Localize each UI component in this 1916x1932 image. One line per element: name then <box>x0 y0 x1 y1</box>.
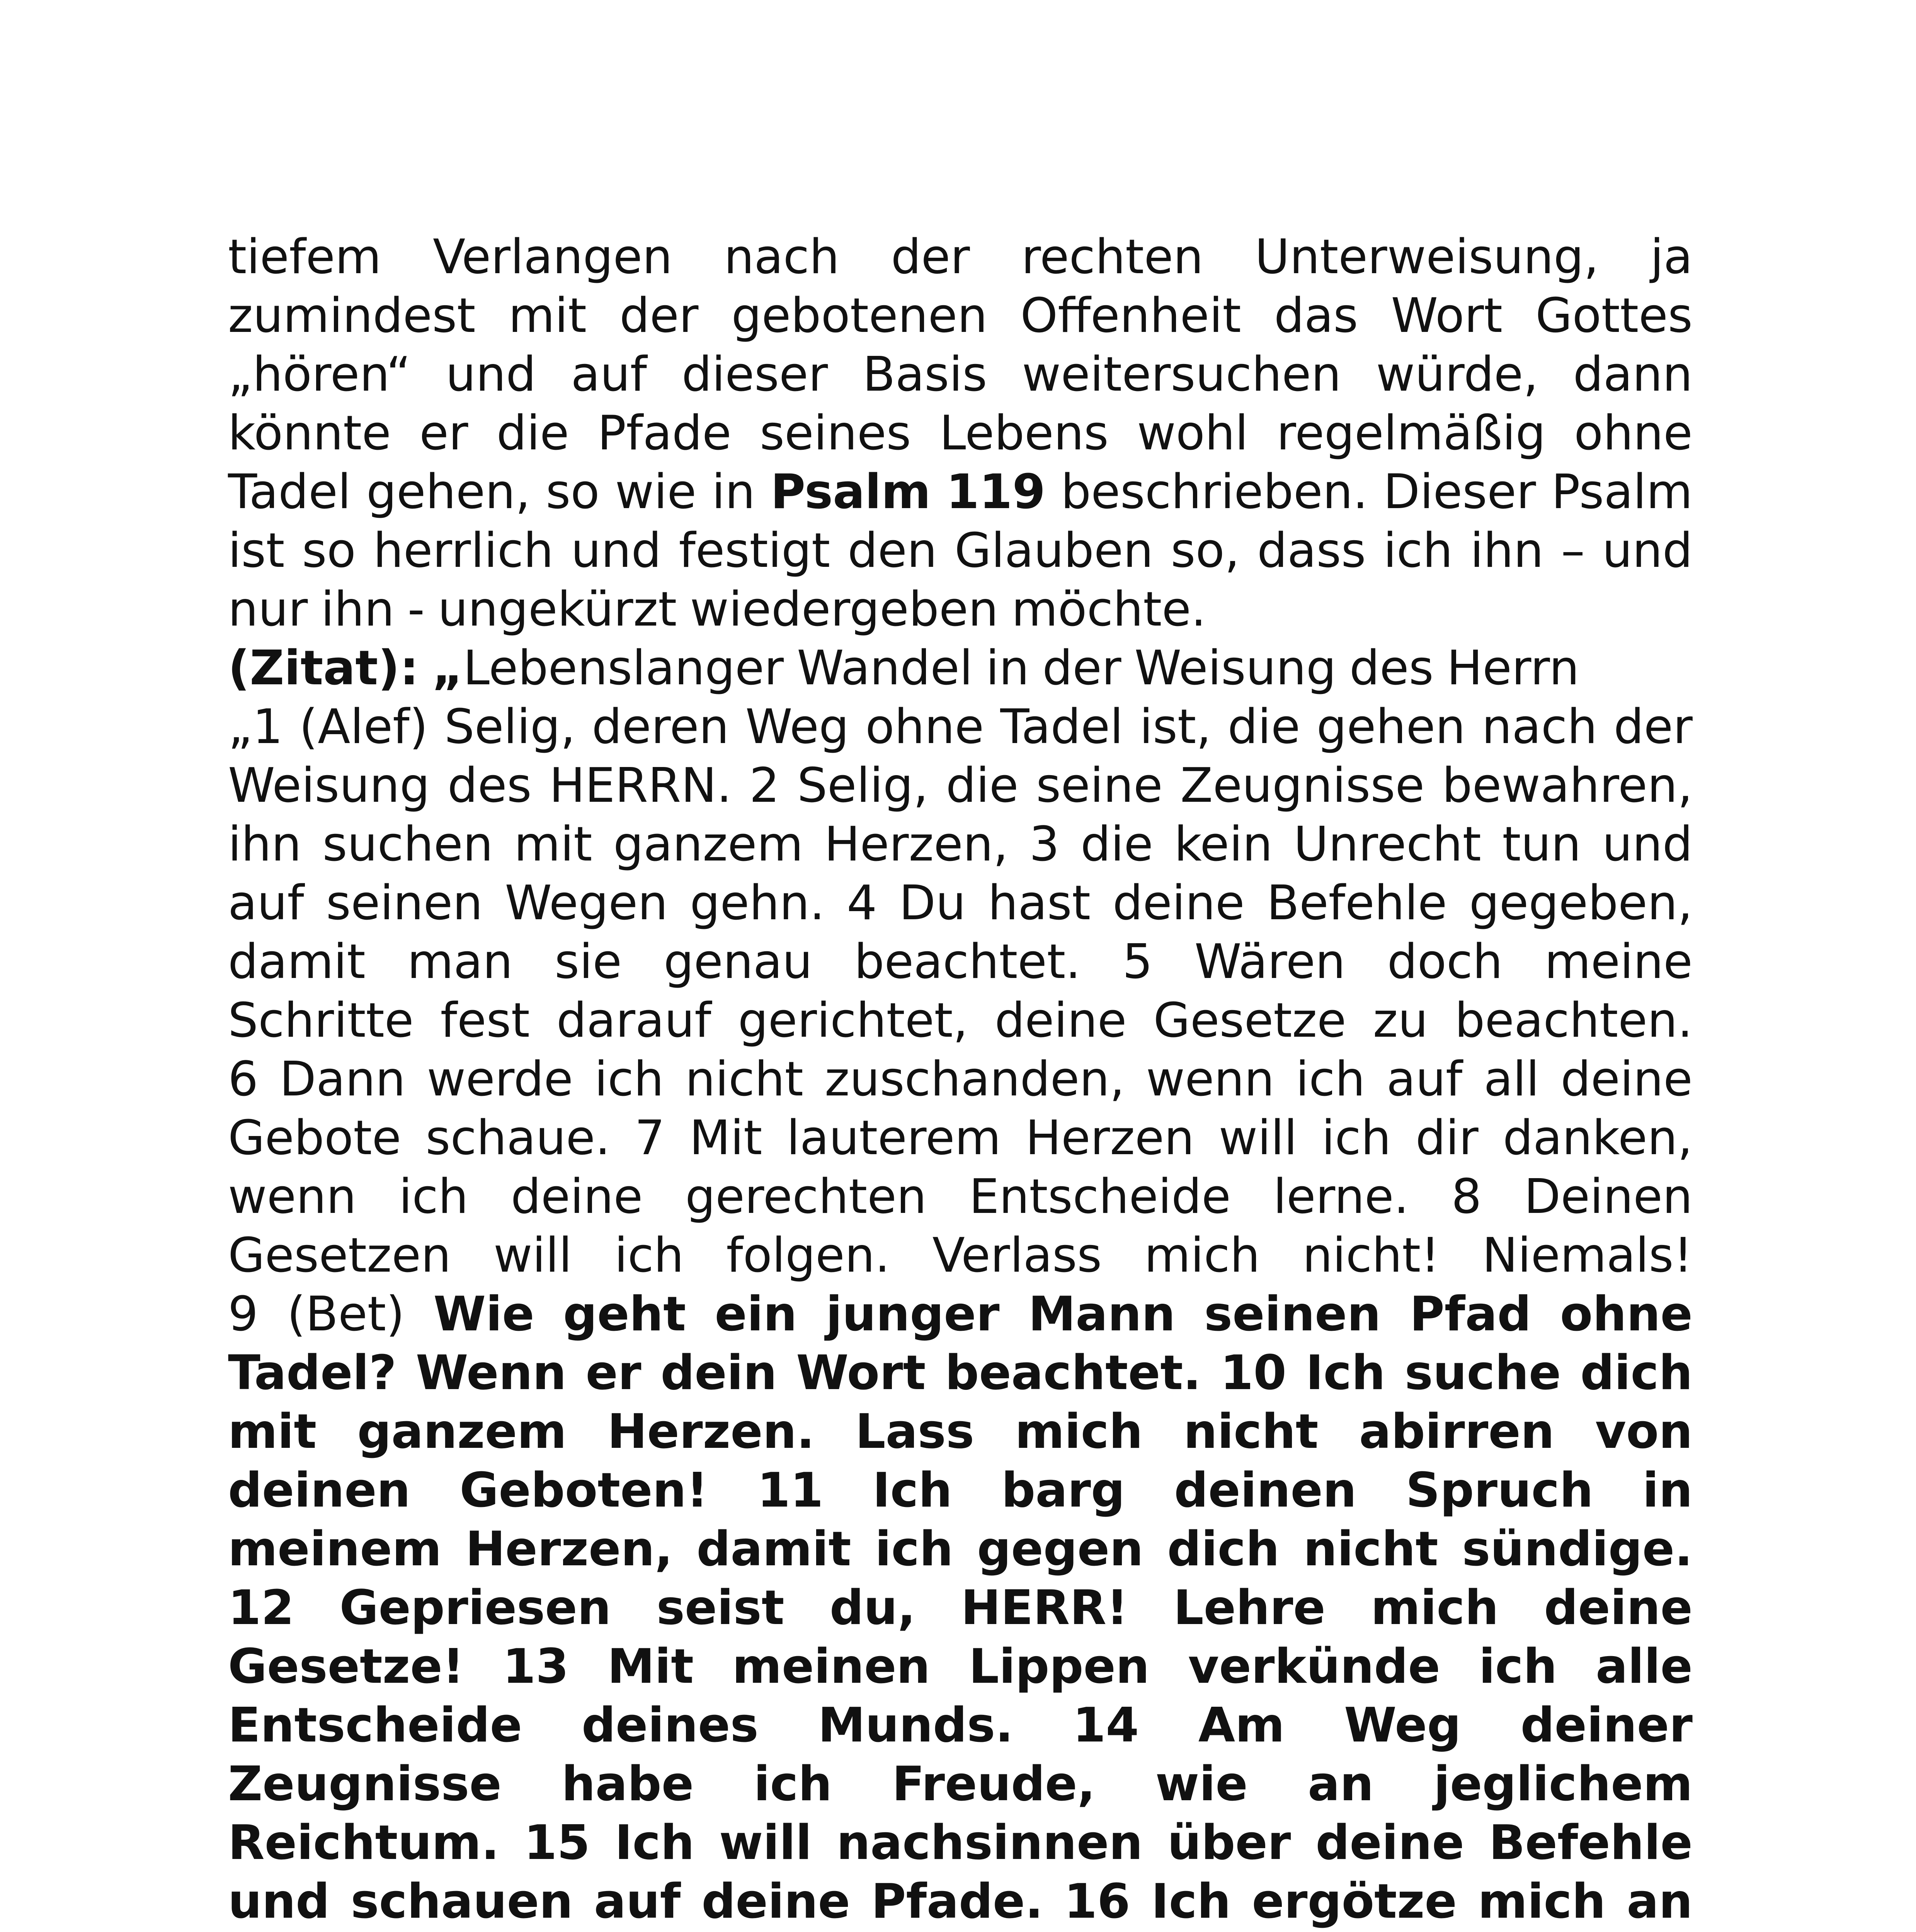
word: Wort <box>1391 288 1503 344</box>
word: Gesetze! <box>228 1639 464 1694</box>
word: lerne. <box>1273 1169 1409 1225</box>
text-line <box>228 933 1693 992</box>
word: – <box>1561 523 1585 578</box>
word: Deinen <box>1524 1169 1693 1225</box>
word: wie <box>1155 1757 1248 1812</box>
word: gegen <box>977 1522 1143 1577</box>
word: Verlass <box>932 1228 1102 1283</box>
word: 2 <box>749 758 780 813</box>
word: Mit <box>689 1111 762 1166</box>
word: ich <box>875 1522 953 1577</box>
word: die <box>496 406 569 461</box>
word: gehen, <box>366 464 531 520</box>
word: auf <box>594 1874 681 1929</box>
word: Lebens <box>939 406 1109 461</box>
word: beachtet. <box>945 1345 1201 1401</box>
word: deine <box>510 1169 643 1225</box>
word: Mann <box>1028 1287 1176 1342</box>
word: 10 <box>1220 1345 1286 1401</box>
word: damit <box>228 934 366 990</box>
word: Tadel? <box>228 1345 397 1401</box>
word: dass <box>1257 523 1366 578</box>
word: mich <box>1015 1404 1143 1459</box>
word: den <box>847 523 937 578</box>
word: Dieser <box>1383 464 1536 520</box>
word: Befehle <box>1489 1815 1693 1871</box>
word: seines <box>759 406 911 461</box>
word: 5 <box>1122 934 1153 990</box>
word: ergötze <box>1252 1874 1457 1929</box>
word: meinem <box>228 1522 442 1577</box>
word: der <box>1613 699 1693 755</box>
word: ich <box>1479 1639 1557 1694</box>
word: Gottes <box>1535 288 1693 344</box>
word: ich <box>1383 523 1453 578</box>
word: will <box>1218 1111 1297 1166</box>
word: Ich <box>1151 1874 1231 1929</box>
word: dir <box>1415 1111 1479 1166</box>
word: ist, <box>1139 699 1212 755</box>
word: Herzen <box>1025 1111 1195 1166</box>
word: deinen <box>1174 1463 1357 1518</box>
word: damit <box>696 1522 851 1577</box>
word: in <box>711 464 756 520</box>
word: könnte <box>228 406 391 461</box>
word: dein <box>660 1345 777 1401</box>
word: meinen <box>732 1639 931 1694</box>
word: dich <box>1167 1522 1280 1577</box>
word: (Zitat): <box>228 641 419 696</box>
word: Lebenslanger <box>463 641 784 696</box>
word: Du <box>899 876 966 931</box>
word: seinen <box>326 876 483 931</box>
text-line <box>228 1872 1693 1931</box>
text-line <box>228 1285 1693 1344</box>
word: genau <box>664 934 813 990</box>
word: 15 <box>524 1815 590 1871</box>
word: 14 <box>1072 1698 1139 1753</box>
word: in <box>1642 1463 1693 1518</box>
word: hast <box>988 876 1091 931</box>
body-text <box>228 228 1693 1932</box>
word: 11 <box>757 1463 824 1518</box>
word: Selig, <box>444 699 576 755</box>
word: Ich <box>872 1463 953 1518</box>
text-line <box>228 404 1693 463</box>
word: Basis <box>863 347 987 402</box>
word: Gebote <box>228 1111 402 1166</box>
word: möchte. <box>1011 582 1206 637</box>
word: gegeben, <box>1469 876 1693 931</box>
word: des <box>447 758 532 813</box>
text-line <box>228 874 1693 933</box>
word: 9 <box>228 1287 259 1342</box>
word: kein <box>1174 817 1273 872</box>
word: Lehre <box>1173 1580 1326 1636</box>
text-line <box>228 1638 1693 1696</box>
word: wenn <box>228 1169 357 1225</box>
word: ich <box>1295 1052 1365 1107</box>
word: lauterem <box>786 1111 1001 1166</box>
word: Am <box>1198 1698 1285 1753</box>
word: 8 <box>1451 1169 1482 1225</box>
word: des <box>1349 641 1434 696</box>
word: Entscheide <box>228 1698 522 1753</box>
word: von <box>1595 1404 1693 1459</box>
word: würde, <box>1376 347 1538 402</box>
word: ohne <box>865 699 984 755</box>
word: ohne <box>1574 406 1693 461</box>
word: der <box>619 288 699 344</box>
word: Herrn <box>1446 641 1579 696</box>
word: HERR! <box>961 1580 1128 1636</box>
word: Unrecht <box>1293 817 1481 872</box>
word: ich <box>614 1228 684 1283</box>
word: herrlich <box>373 523 554 578</box>
text-line <box>228 1050 1693 1109</box>
word: sie <box>555 934 622 990</box>
word: zuschanden, <box>825 1052 1125 1107</box>
word: Pfade <box>597 406 732 461</box>
word: Tadel <box>1000 699 1123 755</box>
word: Weisung <box>1134 641 1336 696</box>
word: wenn <box>1146 1052 1274 1107</box>
word: deine <box>1113 876 1245 931</box>
text-line <box>228 522 1693 580</box>
word: Lippen <box>968 1639 1150 1694</box>
text-line <box>228 1226 1693 1285</box>
word: die <box>946 758 1019 813</box>
word: geht <box>563 1287 686 1342</box>
word: Weg <box>745 699 849 755</box>
word: 7 <box>635 1111 665 1166</box>
word: 3 <box>1029 817 1060 872</box>
word: wiedergeben <box>690 582 999 637</box>
word: - <box>407 582 425 637</box>
word: er <box>419 406 468 461</box>
word: meine <box>1544 934 1693 990</box>
text-line <box>228 1168 1693 1226</box>
word: beschrieben. <box>1061 464 1368 520</box>
word: so <box>302 523 356 578</box>
word: du, <box>829 1580 916 1636</box>
word: nicht <box>1183 1404 1319 1459</box>
word: nach <box>1482 699 1598 755</box>
word: Psalm <box>770 464 931 520</box>
word: Dann <box>279 1052 406 1107</box>
word: mich <box>1371 1580 1499 1636</box>
word: ich <box>594 1052 664 1107</box>
word: „1 <box>228 699 283 755</box>
word: mit <box>514 817 592 872</box>
word: tun <box>1502 817 1581 872</box>
word: will <box>719 1815 812 1871</box>
word: ohne <box>1560 1287 1693 1342</box>
word: nicht! <box>1302 1228 1440 1283</box>
word: ganzem <box>357 1404 567 1459</box>
word: und <box>1602 523 1693 578</box>
word: Gesetze <box>1153 993 1346 1048</box>
word: doch <box>1387 934 1503 990</box>
text-line <box>228 1403 1693 1461</box>
word: deinen <box>228 1463 411 1518</box>
word: deines <box>581 1698 759 1753</box>
word: schauen <box>351 1874 573 1929</box>
word: nach <box>724 230 840 285</box>
word: festigt <box>679 523 830 578</box>
text-line <box>228 345 1693 404</box>
word: suche <box>1404 1345 1561 1401</box>
word: ein <box>715 1287 797 1342</box>
word: dich <box>1580 1345 1693 1401</box>
word: dieser <box>682 347 828 402</box>
text-line <box>228 1579 1693 1638</box>
word: jeglichem <box>1433 1757 1693 1812</box>
word: Offenheit <box>1020 288 1241 344</box>
word: die <box>1081 817 1153 872</box>
word: über <box>1167 1815 1291 1871</box>
word: Ich <box>614 1815 694 1871</box>
word: will <box>493 1228 572 1283</box>
word: Lass <box>855 1404 975 1459</box>
word: Pfad <box>1409 1287 1531 1342</box>
word: all <box>1484 1052 1540 1107</box>
word: sündige. <box>1462 1522 1693 1577</box>
word: junger <box>826 1287 1000 1342</box>
word: gerichtet, <box>738 993 968 1048</box>
word: (Bet) <box>287 1287 405 1342</box>
word: weitersuchen <box>1022 347 1341 402</box>
word: Mit <box>607 1639 694 1694</box>
text-line <box>228 580 1693 639</box>
word: suchen <box>322 817 493 872</box>
word: Wegen <box>505 876 668 931</box>
word: abirren <box>1359 1404 1555 1459</box>
word: seist <box>656 1580 784 1636</box>
word: Wandel <box>797 641 973 696</box>
word: regelmäßig <box>1276 406 1546 461</box>
word: an <box>1308 1757 1374 1812</box>
word: Weg <box>1344 1698 1461 1753</box>
word: auf <box>571 347 647 402</box>
text-line <box>228 815 1693 874</box>
word: auf <box>228 876 304 931</box>
word: Selig, <box>797 758 929 813</box>
word: fest <box>440 993 530 1048</box>
word: rechten <box>1021 230 1203 285</box>
word: Gesetzen <box>228 1228 451 1283</box>
word: so <box>546 464 600 520</box>
word: Freude, <box>892 1757 1096 1812</box>
word: bewahren, <box>1442 758 1693 813</box>
text-line <box>228 1461 1693 1520</box>
text-line <box>228 992 1693 1050</box>
word: 4 <box>847 876 877 931</box>
word: Pfade. <box>871 1874 1043 1929</box>
word: Reichtum. <box>228 1815 500 1871</box>
word: dann <box>1573 347 1693 402</box>
word: werde <box>427 1052 573 1107</box>
word: folgen. <box>726 1228 890 1283</box>
word: zumindest <box>228 288 476 344</box>
text-line <box>228 228 1693 287</box>
word: „hören“ <box>228 347 411 402</box>
word: man <box>407 934 513 990</box>
word: Wort <box>796 1345 926 1401</box>
word: wie <box>615 464 697 520</box>
word: ihn <box>321 582 395 637</box>
word: mich <box>1144 1228 1260 1283</box>
word: ungekürzt <box>437 582 677 637</box>
word: deine <box>994 993 1127 1048</box>
text-line <box>228 1755 1693 1814</box>
word: der <box>1042 641 1121 696</box>
word: Zeugnisse <box>1180 758 1425 813</box>
word: nicht <box>685 1052 803 1107</box>
word: Wenn <box>415 1345 567 1401</box>
word: (Alef) <box>299 699 428 755</box>
word: das <box>1274 288 1358 344</box>
word: ganzem <box>613 817 803 872</box>
word: 13 <box>502 1639 569 1694</box>
word: nur <box>228 582 308 637</box>
text-line <box>228 698 1693 757</box>
word: und <box>571 523 662 578</box>
word: mit <box>228 1404 317 1459</box>
text-line <box>228 1109 1693 1168</box>
word: gehn. <box>690 876 825 931</box>
word: Wie <box>433 1287 534 1342</box>
text-line <box>228 1344 1693 1403</box>
word: deine <box>1315 1815 1464 1871</box>
word: deine <box>1560 1052 1693 1107</box>
word: an <box>1627 1874 1693 1929</box>
word: Gepriesen <box>339 1580 611 1636</box>
word: HERRN. <box>549 758 732 813</box>
word: verkünde <box>1188 1639 1440 1694</box>
text-line <box>228 1520 1693 1579</box>
word: ist <box>228 523 285 578</box>
word: tiefem <box>228 230 381 285</box>
word: deren <box>592 699 729 755</box>
word: Munds. <box>818 1698 1014 1753</box>
word: 6 <box>228 1052 259 1107</box>
word: Herzen. <box>607 1404 815 1459</box>
word: deine <box>1544 1580 1693 1636</box>
word: Geboten! <box>459 1463 708 1518</box>
word: ich <box>1321 1111 1391 1166</box>
word: Verlangen <box>433 230 673 285</box>
word: Schritte <box>228 993 414 1048</box>
word: auf <box>1386 1052 1463 1107</box>
word: er <box>585 1345 642 1401</box>
word: danken, <box>1503 1111 1693 1166</box>
word: Unterweisung, <box>1255 230 1599 285</box>
word: deiner <box>1520 1698 1693 1753</box>
word: Niemals! <box>1482 1228 1693 1283</box>
text-line <box>228 1696 1693 1755</box>
word: mich <box>1478 1874 1606 1929</box>
word: Psalm <box>1551 464 1693 520</box>
text-line <box>228 1814 1693 1872</box>
text-line <box>228 287 1693 345</box>
word: ihn <box>1470 523 1544 578</box>
word: barg <box>1001 1463 1125 1518</box>
word: Entscheide <box>969 1169 1231 1225</box>
word: deine <box>701 1874 851 1929</box>
word: nicht <box>1303 1522 1438 1577</box>
word: 12 <box>228 1580 294 1636</box>
word: 16 <box>1064 1874 1130 1929</box>
word: 119 <box>946 464 1046 520</box>
word: schaue. <box>425 1111 611 1166</box>
word: Weisung <box>228 758 430 813</box>
text-line <box>228 639 1693 698</box>
text-line <box>228 757 1693 815</box>
word: Wären <box>1194 934 1346 990</box>
word: beachtet. <box>854 934 1081 990</box>
word: Herzen, <box>465 1522 673 1577</box>
word: Befehle <box>1266 876 1447 931</box>
word: ich <box>754 1757 832 1812</box>
word: ihn <box>228 817 302 872</box>
word: wohl <box>1137 406 1249 461</box>
word: der <box>891 230 970 285</box>
word: alle <box>1596 1639 1693 1694</box>
word: ja <box>1650 230 1693 285</box>
word: nachsinnen <box>836 1815 1143 1871</box>
text-line <box>228 463 1693 522</box>
word: Spruch <box>1406 1463 1594 1518</box>
word: Ich <box>1305 1345 1385 1401</box>
word: Zeugnisse <box>228 1757 502 1812</box>
word: beachten. <box>1455 993 1693 1048</box>
word: gerechten <box>685 1169 927 1225</box>
word: gebotenen <box>731 288 988 344</box>
word: und <box>1602 817 1693 872</box>
word: gehen <box>1316 699 1466 755</box>
word: Tadel <box>228 464 351 520</box>
word: Glauben <box>954 523 1154 578</box>
word: ich <box>399 1169 468 1225</box>
word: so, <box>1171 523 1240 578</box>
word: in <box>986 641 1029 696</box>
word: seinen <box>1204 1287 1381 1342</box>
word: zu <box>1373 993 1428 1048</box>
word: mit <box>508 288 587 344</box>
word: Herzen, <box>824 817 1008 872</box>
word: „ <box>432 641 463 696</box>
word: darauf <box>556 993 711 1048</box>
word: habe <box>562 1757 694 1812</box>
word: die <box>1227 699 1300 755</box>
word: und <box>228 1874 330 1929</box>
word: und <box>446 347 536 402</box>
word: seine <box>1036 758 1163 813</box>
